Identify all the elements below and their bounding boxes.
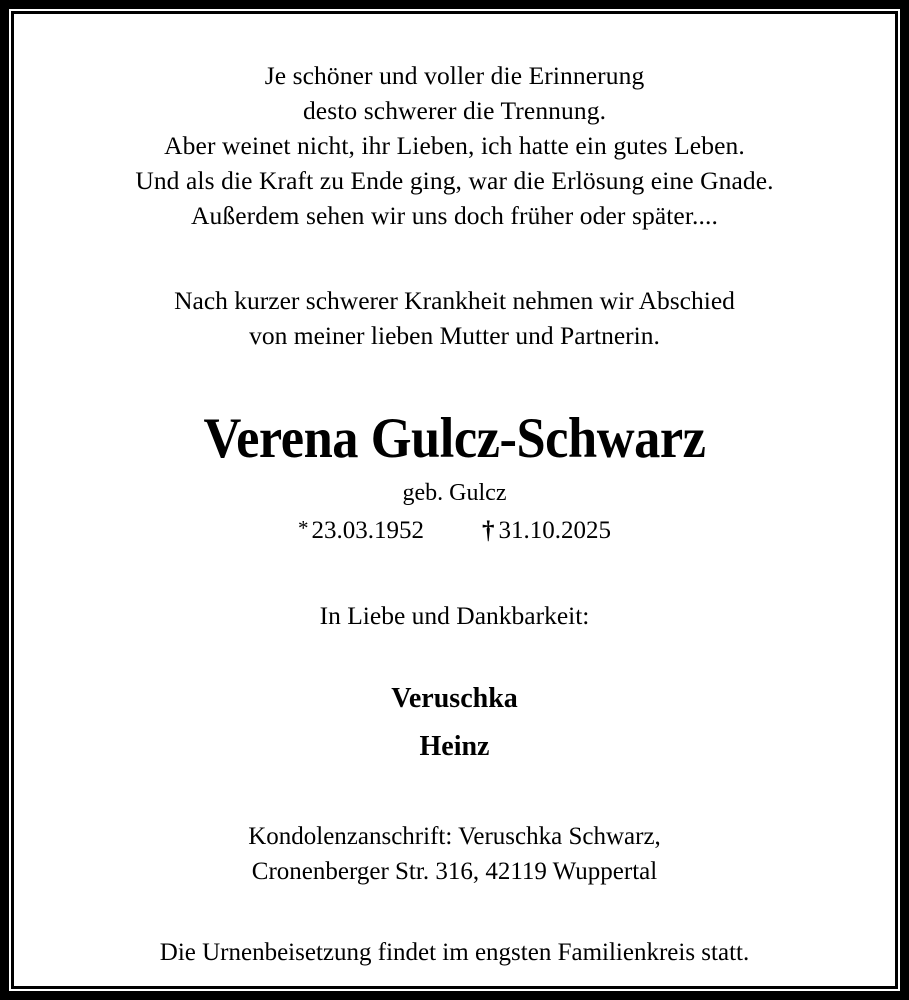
maiden-name: geb. Gulcz <box>402 480 507 506</box>
condolence-address <box>42 819 867 889</box>
condolence-line: Kondolenzanschrift: Veruschka Schwarz, <box>248 823 661 850</box>
funeral-note: Die Urnenbeisetzung findet im engsten Familienkreis statt. <box>159 939 750 966</box>
birth-star-icon: * <box>298 516 309 540</box>
notice-content <box>14 14 895 986</box>
birth-date: 23.03.1952 <box>311 517 424 544</box>
survivors-list <box>42 675 867 771</box>
gratitude-line: In Liebe und Dankbarkeit: <box>319 601 590 630</box>
notice-border-gap <box>9 9 900 991</box>
condolence-line: Cronenberger Str. 316, 42119 Wuppertal <box>251 858 658 885</box>
life-dates <box>42 512 867 547</box>
deceased-name: Verena Gulcz-Schwarz <box>203 407 706 470</box>
poem-line: Je schöner und voller die Erinnerung <box>264 61 645 90</box>
announcement-line: von meiner lieben Mutter und Partnerin. <box>249 321 660 350</box>
poem-line: Aber weinet nicht, ihr Lieben, ich hatte ein gutes Leben. <box>164 131 745 160</box>
notice-inner-frame <box>11 11 898 989</box>
survivor-name: Veruschka <box>391 683 518 714</box>
announcement-text <box>42 283 867 353</box>
survivor-name: Heinz <box>419 731 490 762</box>
announcement-line: Nach kurzer schwerer Krankheit nehmen wir Abschied <box>174 286 735 315</box>
poem-line: Außerdem sehen wir uns doch früher oder später.... <box>191 201 718 230</box>
poem-line: Und als die Kraft zu Ende ging, war die Erlösung eine Gnade. <box>135 166 774 195</box>
death-cross-icon: † <box>482 517 495 544</box>
memorial-poem <box>42 58 867 233</box>
poem-line: desto schwerer die Trennung. <box>302 96 607 125</box>
death-date: 31.10.2025 <box>498 517 611 544</box>
